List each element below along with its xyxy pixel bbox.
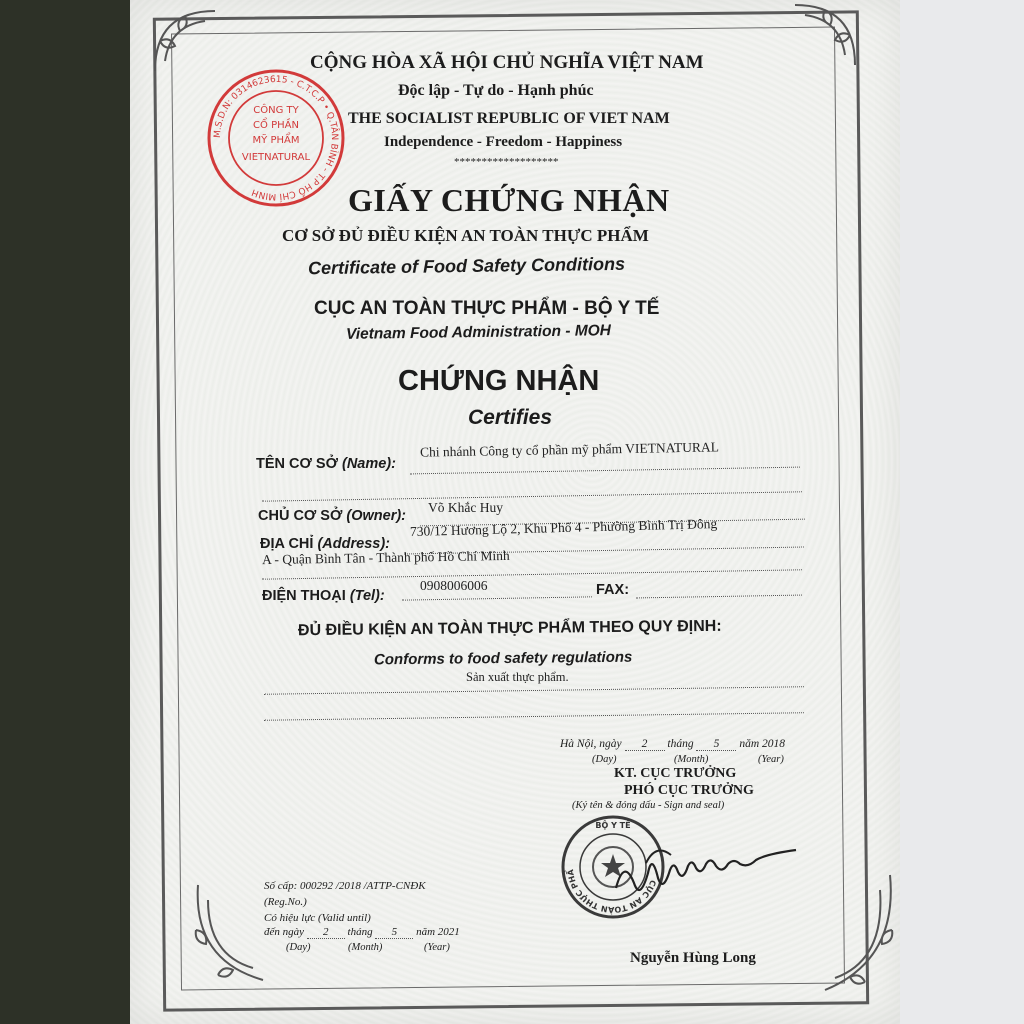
header-stars: ******************* xyxy=(454,156,559,168)
corner-ornament-top-left xyxy=(150,6,220,76)
owner-label xyxy=(258,508,406,524)
background-right xyxy=(899,0,1024,1024)
valid-label-en: (Valid until) xyxy=(317,912,371,924)
valid-until-day: 2 xyxy=(307,926,345,939)
background-left xyxy=(0,0,130,1024)
fax-label: FAX: xyxy=(596,582,630,598)
issue-day-en: (Day) xyxy=(592,754,617,765)
certifies-vi: CHỨNG NHẬN xyxy=(398,365,600,397)
authority-vi: CỤC AN TOÀN THỰC PHẨM - BỘ Y TẾ xyxy=(314,298,660,319)
valid-until-year-word: năm xyxy=(416,926,436,938)
reg-no-year: /2018 xyxy=(335,880,361,892)
corner-ornament-top-right xyxy=(790,0,860,70)
name-value: Chi nhánh Công ty cổ phần mỹ phẩm VIETNATURAL xyxy=(419,439,720,460)
issue-year-en: (Year) xyxy=(758,754,784,765)
reg-no-en: (Reg.No.) xyxy=(264,896,307,908)
company-stamp-line-4: VIETNATURAL xyxy=(241,152,311,163)
company-stamp-line-3: MỸ PHẨM xyxy=(252,135,300,146)
name-label xyxy=(256,456,396,472)
valid-year-en: (Year) xyxy=(424,942,450,953)
name-label-vi: TÊN CƠ SỞ xyxy=(256,456,338,472)
conformity-vi: ĐỦ ĐIỀU KIỆN AN TOÀN THỰC PHẨM THEO QUY ĐỊNH: xyxy=(297,617,722,640)
corner-ornament-bottom-right xyxy=(820,870,900,1000)
certificate-subtitle-en: Certificate of Food Safety Conditions xyxy=(307,253,626,279)
company-stamp xyxy=(206,68,346,208)
name-label-en: (Name): xyxy=(341,456,396,472)
reg-no-suffix: /ATTP-CNĐK xyxy=(363,880,426,892)
authority-en: Vietnam Food Administration - MOH xyxy=(345,322,612,343)
reg-no-value: 000292 xyxy=(300,880,334,892)
company-stamp-line-1: CÔNG TY xyxy=(253,105,299,116)
tel-value: 0908006006 xyxy=(420,578,488,593)
valid-month-en: (Month) xyxy=(348,942,383,953)
valid-until-month: 5 xyxy=(375,926,413,939)
issue-month: 5 xyxy=(696,738,736,751)
country-name-vi: CỘNG HÒA XÃ HỘI CHỦ NGHĨA VIỆT NAM xyxy=(310,52,704,73)
signatory-title-2: PHÓ CỤC TRƯỞNG xyxy=(624,783,754,798)
motto-vi: Độc lập - Tự do - Hạnh phúc xyxy=(398,82,594,99)
address-label-vi: ĐỊA CHỈ xyxy=(260,536,314,552)
valid-until-year: 2021 xyxy=(437,926,460,938)
valid-until-label xyxy=(264,912,371,924)
signatory-name: Nguyễn Hùng Long xyxy=(630,950,756,966)
certificate-title: GIẤY CHỨNG NHẬN xyxy=(348,182,670,218)
owner-label-en: (Owner): xyxy=(346,508,406,524)
company-stamp-ring-text: M.S.D.N: 0314623615 - C.T.C.P • Q.TÂN BÌNH - T.P HỒ CHÍ MINH xyxy=(212,74,340,202)
owner-label-vi: CHỦ CƠ SỞ xyxy=(258,508,343,524)
issue-day: 2 xyxy=(625,738,665,751)
conformity-value: Sản xuất thực phẩm. xyxy=(466,670,569,684)
reg-no-label: Số cấp: xyxy=(264,880,298,892)
motto-en: Independence - Freedom - Happiness xyxy=(384,134,623,150)
issue-place: Hà Nội, ngày xyxy=(560,738,622,750)
address-label-en: (Address): xyxy=(317,536,390,552)
ministry-seal-ring-text: CỤC AN TOÀN THỰC PHẨ xyxy=(565,868,658,915)
signatory-title-1: KT. CỤC TRƯỞNG xyxy=(614,766,737,781)
address-line-2: A - Quận Bình Tân - Thành phố Hồ Chí Minh xyxy=(261,547,510,568)
certificate-subtitle-vi: CƠ SỞ ĐỦ ĐIỀU KIỆN AN TOÀN THỰC PHẨM xyxy=(282,226,649,245)
registration-number xyxy=(264,880,426,892)
tel-label-vi: ĐIỆN THOẠI xyxy=(262,588,346,604)
valid-until-date xyxy=(264,926,460,939)
issue-month-en: (Month) xyxy=(674,754,709,765)
tel-label-en: (Tel): xyxy=(349,588,385,604)
issue-month-word: tháng xyxy=(667,738,694,750)
valid-until-month-word: tháng xyxy=(347,926,373,938)
valid-until-word: đến ngày xyxy=(264,926,305,938)
certifies-en: Certifies xyxy=(468,406,553,429)
issue-year: 2018 xyxy=(762,738,786,750)
tel-label xyxy=(262,588,385,604)
issue-date xyxy=(560,738,785,751)
sign-and-seal-note: (Ký tên & đóng dấu - Sign and seal) xyxy=(572,800,725,811)
valid-day-en: (Day) xyxy=(286,942,311,953)
issue-year-word: năm xyxy=(739,738,760,750)
company-stamp-line-2: CỔ PHẦN xyxy=(253,120,299,131)
owner-value: Võ Khắc Huy xyxy=(428,500,503,515)
valid-label-vi: Có hiệu lực xyxy=(264,912,316,924)
handwritten-signature xyxy=(606,838,826,908)
conformity-en: Conforms to food safety regulations xyxy=(373,648,633,669)
country-name-en: THE SOCIALIST REPUBLIC OF VIET NAM xyxy=(348,110,670,127)
ministry-seal-top-text: BỘ Y TẾ xyxy=(595,821,631,830)
address-line-1: 730/12 Hương Lộ 2, Khu Phố 4 - Phường Bình Trị Đông xyxy=(409,515,718,540)
corner-ornament-bottom-left xyxy=(188,880,268,990)
